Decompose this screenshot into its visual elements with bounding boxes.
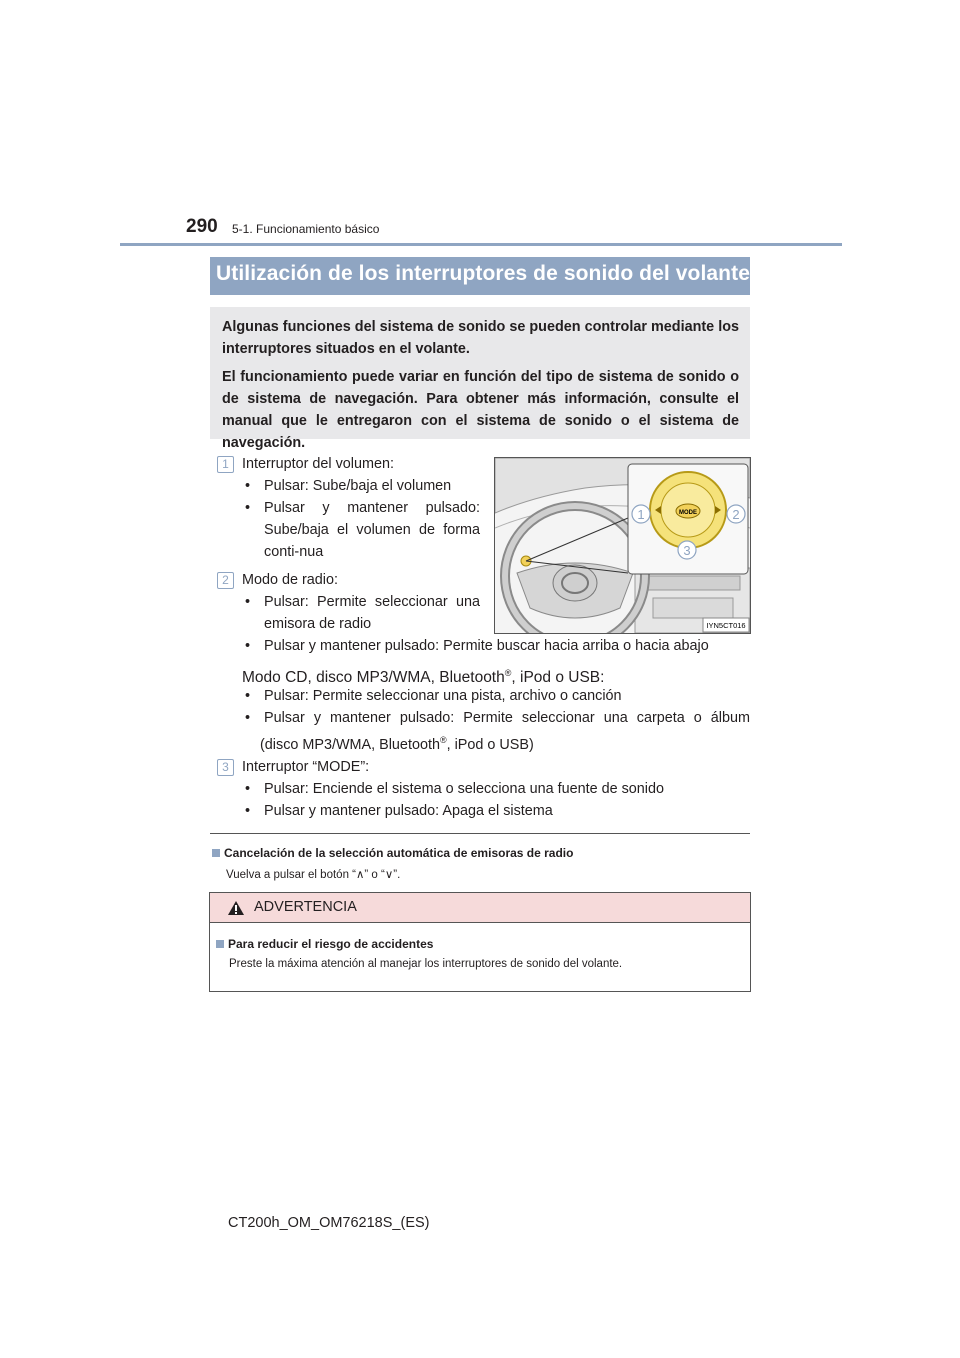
page-number: 290 [186, 216, 218, 237]
callout-1: 1 [637, 507, 645, 522]
header-rule [120, 243, 842, 246]
warning-triangle-icon [227, 900, 245, 916]
item-2-sub-bullet-2: • Pulsar y mantener pulsado: Permite seleccionar una carpeta o álbum [245, 710, 750, 726]
item-2-bullet-1: • Pulsar: Permite seleccionar una emisora de radio [245, 594, 480, 632]
warning-header [210, 893, 750, 923]
separator-rule [210, 833, 750, 834]
item-1-bullet-1: • Pulsar: Sube/baja el volumen [245, 478, 452, 494]
item-2-subtitle: Modo CD, disco MP3/WMA, Bluetooth®, iPod o USB: [242, 668, 605, 687]
intro-paragraph-1: Algunas funciones del sistema de sonido se pueden controlar mediante los interruptores situados en el volante. [222, 319, 739, 357]
item-1-bullet-2: • Pulsar y mantener pulsado: Sube/baja el volumen de forma conti-nua [245, 500, 480, 560]
intro-paragraph-2: El funcionamiento puede variar en función del tipo de sistema de sonido o de sistema de navegación. Para obtener más información, consulte el manual que le entregaron con el sistema de sonido o el sistema de navegación. [222, 369, 739, 451]
callout-3: 3 [683, 543, 691, 558]
note-title: Cancelación de la selección automática de emisoras de radio [212, 846, 573, 860]
item-2-sub-bullet-1: • Pulsar: Permite seleccionar una pista, archivo o canción [245, 688, 622, 704]
mode-button-label: MODE [679, 510, 697, 516]
item-1-title: Interruptor del volumen: [242, 456, 394, 472]
item-number-1: 1 [217, 456, 234, 473]
square-bullet-icon [212, 849, 220, 857]
section-label: 5-1. Funcionamiento básico [232, 222, 380, 236]
footer-code: CT200h_OM_OM76218S_(ES) [228, 1215, 430, 1231]
note-text: Vuelva a pulsar el botón “∧” o “∨”. [226, 869, 401, 881]
item-2-sub-bullet-2-cont: (disco MP3/WMA, Bluetooth®, iPod o USB) [260, 735, 534, 753]
warning-text: Preste la máxima atención al manejar los interruptores de sonido del volante. [229, 958, 623, 970]
warning-label: ADVERTENCIA [254, 899, 357, 915]
item-2-title: Modo de radio: [242, 572, 338, 588]
callout-2: 2 [732, 507, 740, 522]
item-number-2: 2 [217, 572, 234, 589]
steering-wheel-figure [494, 457, 751, 634]
item-2-bullet-2: • Pulsar y mantener pulsado: Permite buscar hacia arriba o hacia abajo [245, 638, 709, 654]
square-bullet-icon [216, 940, 224, 948]
warning-title: Para reducir el riesgo de accidentes [216, 937, 433, 951]
steering-wheel-illustration [495, 458, 750, 633]
intro-box [210, 307, 750, 451]
item-3-bullet-2: • Pulsar y mantener pulsado: Apaga el sistema [245, 803, 553, 819]
figure-code: IYN5CT016 [706, 621, 746, 630]
page-title: Utilización de los interruptores de sonido del volante [216, 262, 750, 285]
item-number-3: 3 [217, 759, 234, 776]
item-3-title: Interruptor “MODE”: [242, 759, 370, 775]
item-3-bullet-1: • Pulsar: Enciende el sistema o selecciona una fuente de sonido [245, 781, 664, 797]
